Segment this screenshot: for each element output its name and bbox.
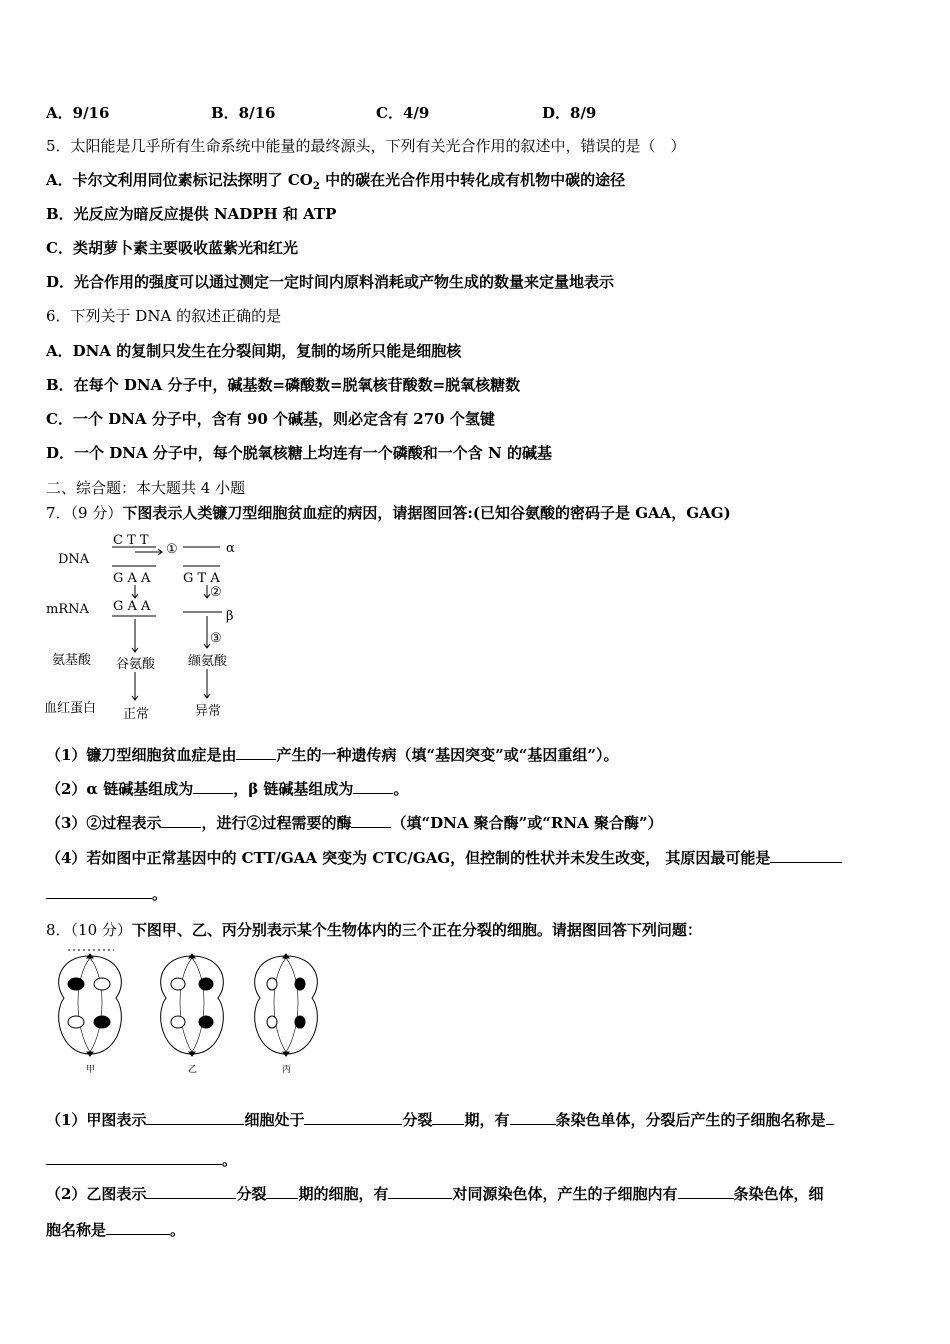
q6-stem: 6．下列关于 DNA 的叙述正确的是 — [46, 307, 282, 325]
answer-blank[interactable] — [161, 813, 201, 828]
q7-stem: 7．（9 分）下图表示人类镰刀型细胞贫血症的病因，请据图回答:(已知谷氨酸的密码子是 GAA，GAG) — [46, 504, 731, 522]
q4-option-b: B．8/16 — [211, 104, 276, 122]
q7-part1: （1）镰刀型细胞贫血症是由 产生的一种遗传病（填“基因突变”或“基因重组”）。 — [46, 746, 619, 764]
answer-blank[interactable] — [304, 1110, 402, 1125]
answer-blank[interactable] — [770, 848, 842, 863]
q6-option-a: A．DNA 的复制只发生在分裂间期，复制的场所只能是细胞核 — [46, 342, 462, 360]
q7-part3: （3）②过程表示 ，进行②过程需要的酶 （填“DNA 聚合酶”或“RNA 聚合酶”） — [46, 814, 663, 832]
answer-blank[interactable] — [678, 1184, 734, 1199]
fig-step1: ① — [166, 542, 178, 557]
fig-bot1: G A A — [113, 571, 151, 586]
answer-blank[interactable] — [432, 1110, 464, 1125]
q7-part2: （2）α 链碱基组成为 ，β 链碱基组成为 。 — [46, 780, 409, 798]
q8-part2: （2）乙图表示 分裂 期的细胞，有 对同源染色体，产生的子细胞内有 条染色体，细 — [46, 1185, 824, 1203]
q7-part4-cont: 。 — [46, 884, 167, 904]
q4-option-d: D．8/9 — [542, 104, 597, 122]
answer-blank[interactable] — [146, 1184, 236, 1199]
fig-bot2: G T A — [183, 571, 220, 586]
section-heading: 二、综合题：本大题共 4 小题 — [46, 479, 246, 497]
answer-blank[interactable] — [510, 1110, 556, 1125]
fig-step3: ③ — [210, 631, 222, 646]
q8-part1: （1）甲图表示 细胞处于 分裂 期，有 条染色单体，分裂后产生的子细胞名称是 — [46, 1110, 834, 1130]
answer-blank[interactable] — [236, 745, 276, 760]
fig-top1: C T T — [113, 533, 149, 548]
cell-label-yi: 乙 — [188, 1065, 198, 1075]
q5-stem: 5．太阳能是几乎所有生命系统中能量的最终源头，下列有关光合作用的叙述中，错误的是（ ） — [46, 137, 686, 155]
q5-option-a: A．卡尔文利用同位素标记法探明了 $CO_2$ 中的碳在光合作用中转化成有机物中碳的途径 — [46, 171, 626, 192]
q4-options — [46, 102, 746, 122]
answer-blank[interactable] — [353, 779, 393, 794]
fig-hb2: 异常 — [195, 704, 222, 719]
q8-stem: 8．（10 分）下图甲、乙、丙分别表示某个生物体内的三个正在分裂的细胞。请据图回答下列问题： — [46, 921, 702, 939]
fig-hb1: 正常 — [123, 707, 150, 722]
q6-option-d: D．一个 DNA 分子中，每个脱氧核糖上均连有一个磷酸和一个含 N 的碱基 — [46, 444, 552, 462]
q4-option-a: A．9/16 — [46, 104, 110, 122]
cell-label-jia: 甲 — [86, 1065, 96, 1075]
q8-figure — [44, 942, 344, 1082]
fig-step2: ② — [210, 585, 222, 600]
q5-option-c: C．类胡萝卜素主要吸收蓝紫光和红光 — [46, 239, 298, 257]
fig-row-dna: DNA — [58, 552, 90, 567]
fig-alpha: α — [226, 541, 235, 556]
fig-aa2: 缬氨酸 — [188, 654, 228, 669]
q8-part2-cont: 胞名称是 。 — [46, 1221, 186, 1239]
q6-option-c: C．一个 DNA 分子中，含有 90 个碱基，则必定含有 270 个氢键 — [46, 410, 495, 428]
fig-beta: β — [226, 609, 234, 624]
q8-part1-cont: 。 — [46, 1150, 237, 1170]
q5-option-b: B．光反应为暗反应提供 NADPH 和 ATP — [46, 205, 337, 223]
cell-label-bing: 丙 — [282, 1065, 292, 1075]
fig-mrna1: G A A — [113, 599, 151, 614]
fig-row-hb: 血红蛋白 — [44, 701, 97, 716]
q5-option-d: D．光合作用的强度可以通过测定一定时间内原料消耗或产物生成的数量来定量地表示 — [46, 273, 615, 291]
answer-blank[interactable] — [46, 884, 152, 899]
answer-blank[interactable] — [146, 1110, 244, 1125]
cell-jia — [59, 954, 122, 1056]
cell-bing — [255, 954, 318, 1056]
q4-option-c: C．4/9 — [376, 104, 430, 122]
answer-blank[interactable] — [266, 1184, 298, 1199]
answer-blank[interactable] — [351, 813, 391, 828]
answer-blank[interactable] — [106, 1220, 170, 1235]
answer-blank[interactable] — [193, 779, 233, 794]
q6-option-b: B．在每个 DNA 分子中，碱基数=磷酸数=脱氧核苷酸数=脱氧核糖数 — [46, 376, 521, 394]
fig-aa1: 谷氨酸 — [116, 657, 156, 672]
fig-row-aa: 氨基酸 — [52, 653, 92, 668]
fig-row-mrna: mRNA — [46, 602, 89, 617]
answer-blank[interactable] — [46, 1150, 222, 1165]
answer-blank[interactable] — [388, 1184, 452, 1199]
q7-figure — [40, 528, 260, 728]
q7-part4: （4）若如图中正常基因中的 CTT/GAA 突变为 CTC/GAG，但控制的性状并未发生改变， 其原因最可能是 — [46, 848, 842, 868]
answer-blank[interactable] — [826, 1110, 834, 1125]
cell-yi — [161, 954, 224, 1056]
